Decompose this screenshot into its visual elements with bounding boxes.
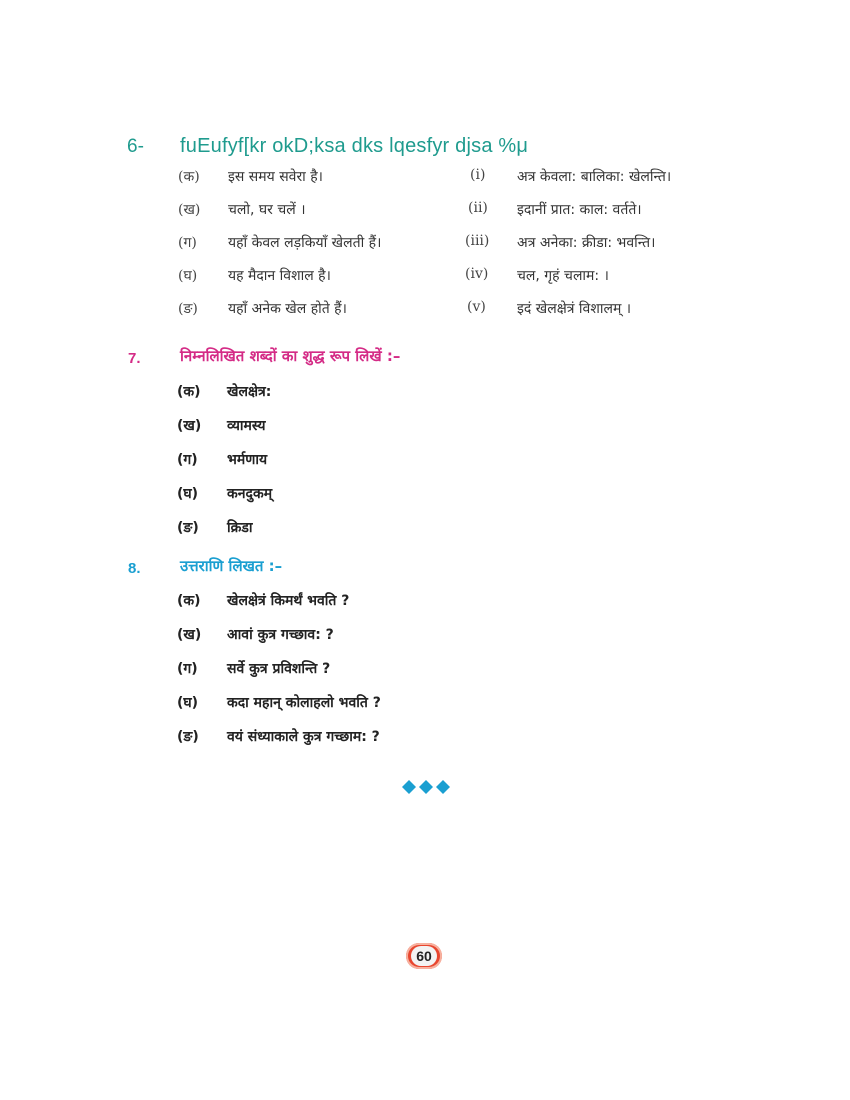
q8-item-label-1: (क) xyxy=(177,593,201,609)
q6-left-text-4: यह मैदान विशाल है। xyxy=(228,268,331,284)
question-6-number: 6- xyxy=(127,136,144,157)
q8-item-label-5: (ङ) xyxy=(177,729,199,745)
question-7-number: 7. xyxy=(128,350,141,367)
three-diamonds-icon xyxy=(402,778,450,796)
q8-item-text-5: वयं संध्याकाले कुत्र गच्छाम: ? xyxy=(227,729,380,745)
q7-item-label-4: (घ) xyxy=(177,486,199,502)
question-8-title: उत्तराणि लिखत :– xyxy=(180,557,283,575)
q6-right-label-1: (i) xyxy=(470,167,486,183)
q6-right-text-3: अत्र अनेका: क्रीडा: भवन्ति। xyxy=(517,235,656,251)
q6-left-label-3: (ग) xyxy=(178,235,197,251)
page-number-badge xyxy=(406,943,442,969)
q7-item-label-2: (ख) xyxy=(177,418,202,434)
q6-right-text-5: इदं खेलक्षेत्रं विशालम् । xyxy=(517,301,632,317)
q8-item-label-4: (घ) xyxy=(177,695,199,711)
q6-right-label-4: (iv) xyxy=(465,266,489,282)
q6-right-label-3: (iii) xyxy=(465,233,490,249)
q8-item-text-4: कदा महान् कोलाहलो भवति ? xyxy=(227,695,381,711)
question-6-title: fuEufyf[kr okD;ksa dks lqesfyr djsa %μ xyxy=(180,135,529,157)
q6-right-text-2: इदानीं प्रात: काल: वर्तते। xyxy=(517,202,642,218)
q7-item-label-3: (ग) xyxy=(177,452,198,468)
q7-item-label-1: (क) xyxy=(177,384,201,400)
q6-left-text-3: यहाँ केवल लड़कियाँ खेलती हैं। xyxy=(228,235,382,251)
q6-left-label-5: (ङ) xyxy=(178,301,198,317)
q6-left-label-1: (क) xyxy=(178,169,200,185)
q8-item-text-1: खेलक्षेत्रं किमर्थं भवति ? xyxy=(227,593,350,609)
q6-left-label-2: (ख) xyxy=(178,202,201,218)
q6-left-label-4: (घ) xyxy=(178,268,198,284)
q7-item-text-4: कनदुकम् xyxy=(227,486,273,502)
q8-item-text-3: सर्वे कुत्र प्रविशन्ति ? xyxy=(227,661,331,677)
question-7-title: निम्नलिखित शब्दों का शुद्ध रूप लिखें :– xyxy=(180,347,401,365)
q7-item-label-5: (ङ) xyxy=(177,520,199,536)
q6-right-label-5: (v) xyxy=(467,299,486,315)
q6-right-label-2: (ii) xyxy=(468,200,488,216)
q8-item-text-2: आवां कुत्र गच्छाव: ? xyxy=(227,627,334,643)
q7-item-text-1: खेलक्षेत्र: xyxy=(227,384,272,400)
q6-right-text-1: अत्र केवला: बालिका: खेलन्ति। xyxy=(517,169,672,185)
q7-item-text-2: व्यामस्य xyxy=(227,418,266,434)
q8-item-label-2: (ख) xyxy=(177,627,202,643)
q7-item-text-5: क्रिडा xyxy=(227,520,253,536)
q6-left-text-5: यहाँ अनेक खेल होते हैं। xyxy=(228,301,347,317)
q8-item-label-3: (ग) xyxy=(177,661,198,677)
q6-right-text-4: चल, गृहं चलाम: । xyxy=(517,268,609,284)
q6-left-text-2: चलो, घर चलें । xyxy=(228,202,306,218)
page-number: 60 xyxy=(411,946,437,966)
q6-left-text-1: इस समय सवेरा है। xyxy=(228,169,323,185)
q7-item-text-3: भर्मणाय xyxy=(227,452,268,468)
question-8-number: 8. xyxy=(128,560,141,577)
